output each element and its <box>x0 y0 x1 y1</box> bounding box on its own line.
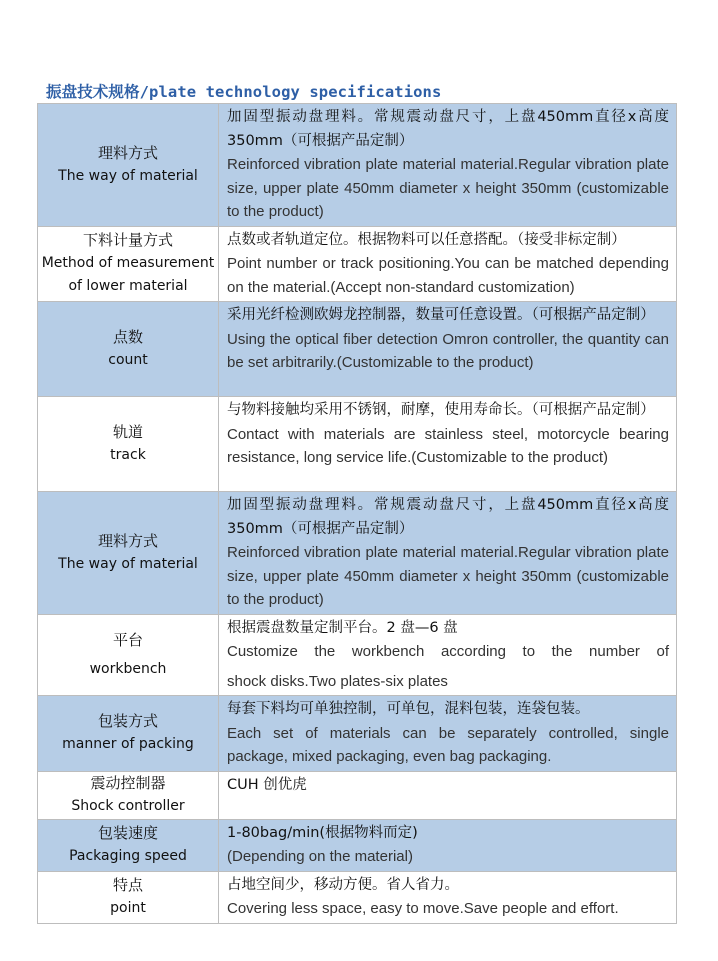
table-row <box>38 226 677 302</box>
desc-en: Reinforced vibration plate material material.Regular vibration plate size, upper plate 450mm diameter x height 350mm (customizable to the product) <box>227 156 669 220</box>
label-en: Method of measurement of lower material <box>41 255 215 295</box>
label-en: track <box>110 447 146 463</box>
row-label <box>38 302 219 397</box>
table-row <box>38 614 677 696</box>
label-zh: 包装方式 <box>97 712 158 731</box>
row-label <box>38 614 219 696</box>
row-description <box>219 819 677 871</box>
desc-en: Contact with materials are stainless steel, motorcycle bearing resistance, long service life.(Customizable to the product) <box>227 425 669 466</box>
label-zh: 理料方式 <box>97 531 158 550</box>
row-description <box>219 492 677 615</box>
label-zh: 特点 <box>112 876 143 894</box>
desc-en: (Depending on the material) <box>227 848 413 865</box>
table-row <box>38 696 677 772</box>
row-label <box>38 104 219 227</box>
label-zh: 理料方式 <box>97 143 158 162</box>
desc-zh: CUH 创优虎 <box>227 776 307 793</box>
label-zh: 轨道 <box>112 423 143 441</box>
desc-en: Using the optical fiber detection Omron controller, the quantity can be set arbitrarily.(Customizable to the product) <box>227 330 669 371</box>
desc-zh: 与物料接触均采用不锈钢，耐摩，使用寿命长。（可根据产品定制） <box>227 402 655 418</box>
row-label <box>38 492 219 615</box>
table-row <box>38 302 677 397</box>
desc-en: Point number or track positioning.You can be matched depending on the material.(Accept non-standard customization) <box>227 255 669 296</box>
desc-en: shock disks.Two plates-six plates <box>227 672 448 690</box>
table-row <box>38 104 677 227</box>
desc-zh: 点数或者轨道定位。根据物料可以任意搭配。（接受非标定制） <box>227 231 626 248</box>
row-description <box>219 226 677 302</box>
label-en: point <box>110 900 146 916</box>
table-row <box>38 871 677 923</box>
label-zh: 平台 <box>112 630 143 649</box>
row-label <box>38 771 219 819</box>
desc-zh: 根据震盘数量定制平台。2 盘—6 盘 <box>227 619 458 636</box>
label-en: The way of material <box>58 167 198 184</box>
desc-en: Reinforced vibration plate material material.Regular vibration plate size, upper plate 450mm diameter x height 350mm (customizable to the product) <box>227 544 669 608</box>
desc-zh: 每套下料均可单独控制，可单包，混料包装，连袋包装。 <box>227 701 590 717</box>
label-en: The way of material <box>58 555 198 572</box>
label-en: workbench <box>89 660 167 677</box>
table-row <box>38 771 677 819</box>
row-label <box>38 819 219 871</box>
desc-zh: 采用光纤检测欧姆龙控制器，数量可任意设置。（可根据产品定制） <box>227 307 655 323</box>
row-description <box>219 696 677 772</box>
row-label <box>38 397 219 492</box>
row-description <box>219 397 677 492</box>
table-row <box>38 492 677 615</box>
label-en: Shock controller <box>71 798 185 814</box>
page-title: 振盘技术规格/plate technology specifications <box>46 83 442 101</box>
row-description <box>219 302 677 397</box>
label-en: count <box>108 352 148 368</box>
desc-zh: 加固型振动盘理料。常规震动盘尺寸，上盘450mm直径x高度350mm（可根据产品定制） <box>227 497 669 537</box>
row-label <box>38 871 219 923</box>
row-description <box>219 871 677 923</box>
desc-zh: 加固型振动盘理料。常规震动盘尺寸，上盘450mm直径x高度350mm（可根据产品定制） <box>227 109 669 149</box>
label-zh: 点数 <box>112 328 143 346</box>
row-description <box>219 771 677 819</box>
label-zh: 震动控制器 <box>90 774 166 792</box>
label-zh: 下料计量方式 <box>82 231 173 250</box>
table-row <box>38 819 677 871</box>
row-description <box>219 614 677 696</box>
label-zh: 包装速度 <box>97 824 158 842</box>
desc-en: Each set of materials can be separately controlled, single package, mixed packaging, even bag packaging. <box>227 724 669 765</box>
label-en: manner of packing <box>62 736 194 753</box>
desc-zh: 占地空间少，移动方便。省人省力。 <box>227 876 459 893</box>
row-label <box>38 696 219 772</box>
spec-table <box>37 103 677 924</box>
desc-en: Customize the workbench according to the number of <box>227 643 669 660</box>
desc-en: Covering less space, easy to move.Save people and effort. <box>227 900 619 917</box>
desc-zh: 1-80bag/min(根据物料而定) <box>227 824 418 841</box>
label-en: Packaging speed <box>69 848 187 864</box>
table-row <box>38 397 677 492</box>
row-label <box>38 226 219 302</box>
row-description <box>219 104 677 227</box>
